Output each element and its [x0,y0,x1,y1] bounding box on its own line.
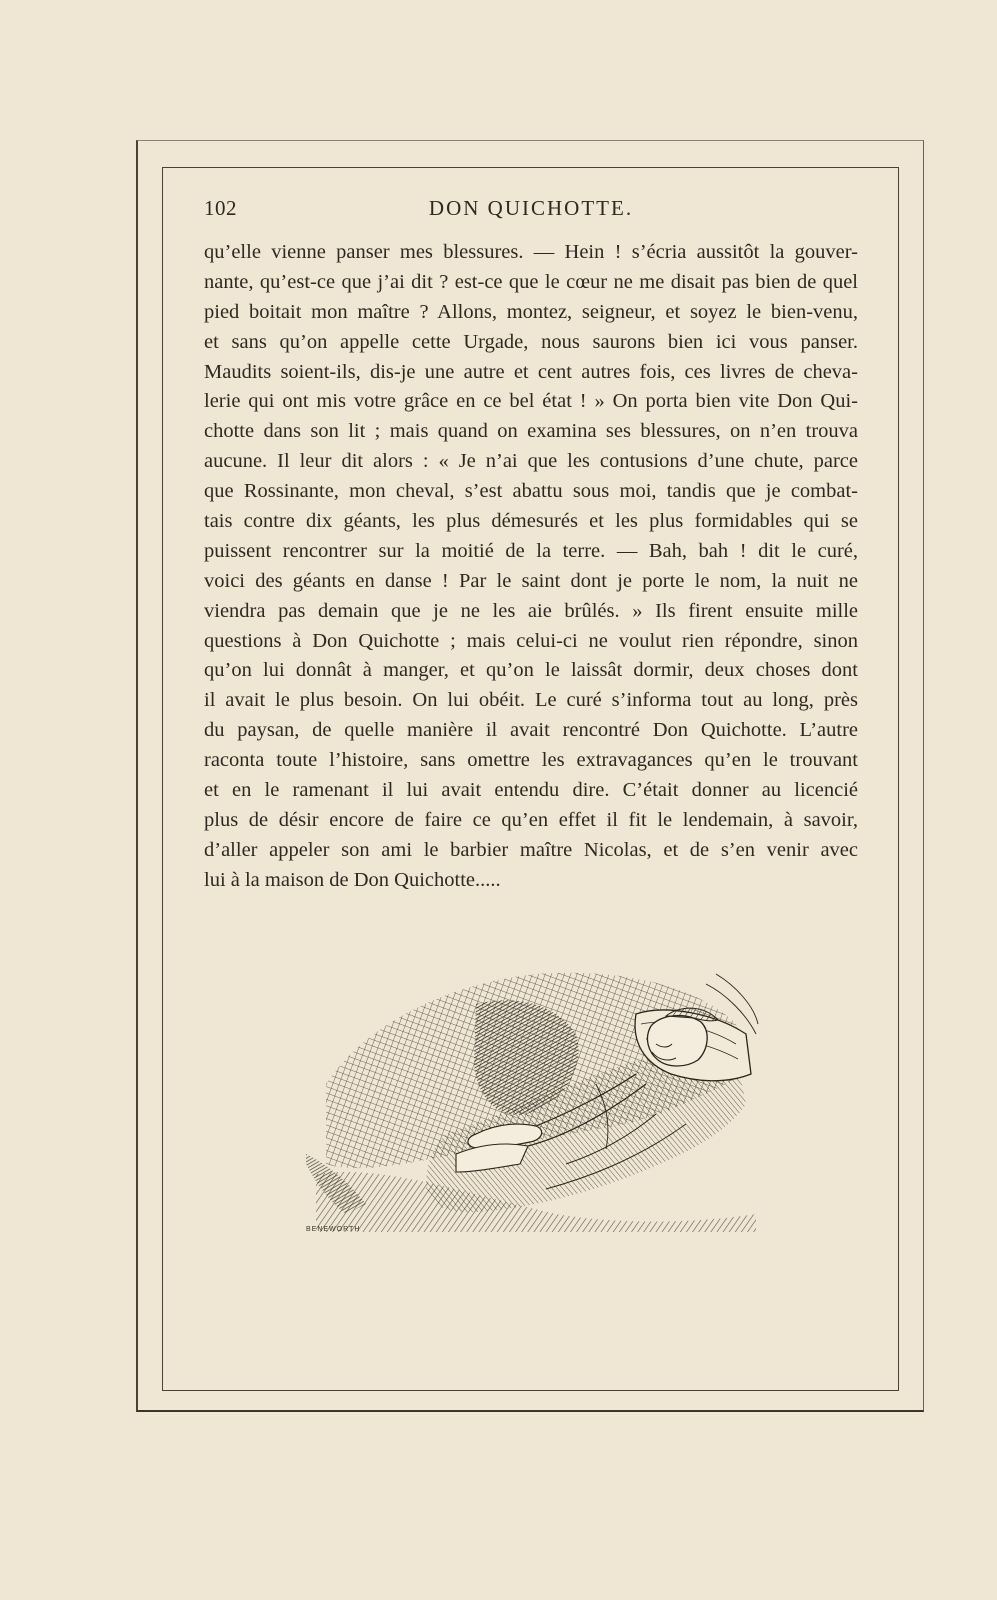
body-line: et sans qu’on appelle cette Urgade, nous saurons bien ici vous panser. [204,330,858,353]
body-line: que Rossinante, mon cheval, s’est abattu sous moi, tandis que je combat- [204,480,858,503]
body-line: aucune. Il leur dit alors : « Je n’ai que les contusions d’une chute, parce [204,450,858,473]
body-line: raconta toute l’histoire, sans omettre les extravagances qu’en le trouvant [204,749,858,772]
body-line: tais contre dix géants, les plus démesurés et les plus formidables qui se [204,510,858,533]
body-line: lui à la maison de Don Quichotte..... [204,868,501,891]
body-line: il avait le plus besoin. On lui obéit. Le curé s’informa tout au long, près [204,689,858,712]
body-line: nante, qu’est-ce que j’ai dit ? est-ce que le cœur ne me disait pas bien de quel [204,270,858,293]
body-line: d’aller appeler son ami le barbier maître Nicolas, et de s’en venir avec [204,838,858,861]
body-text [204,238,858,896]
running-head [204,196,858,224]
body-line: voici des géants en danse ! Par le saint dont je porte le nom, la nuit ne [204,569,858,592]
body-line: plus de désir encore de faire ce qu’en effet il fit le lendemain, à savoir, [204,808,858,831]
book-title: DON QUICHOTTE. [428,196,634,220]
body-line: qu’elle vienne panser mes blessures. — Hein ! s’écria aussitôt la gouver- [204,241,858,263]
page-number: 102 [204,196,237,220]
body-line: questions à Don Quichotte ; mais celui-ci ne voulut rien répondre, sinon [204,629,858,652]
body-line: lerie qui ont mis votre grâce en ce bel état ! » On porta bien vite Don Qui- [204,390,858,413]
body-line: viendra pas demain que je ne les aie brûlés. » Ils firent ensuite mille [204,599,858,622]
body-line: pied boitait mon maître ? Allons, montez, seigneur, et soyez le bien-venu, [204,300,858,323]
body-line: Maudits soient-ils, dis-je une autre et cent autres fois, ces livres de cheva- [204,360,858,383]
engraver-signature: BENEWORTH [306,1226,361,1233]
body-line: qu’on lui donnât à manger, et qu’on le laissât dormir, deux choses dont [204,659,858,682]
body-line: et en le ramenant il lui avait entendu dire. C’était donner au licencié [204,779,858,802]
body-line: du paysan, de quelle manière il avait rencontré Don Quichotte. L’autre [204,719,858,742]
engraving-illustration [306,964,759,1232]
body-line: puissent rencontrer sur la moitié de la terre. — Bah, bah ! dit le curé, [204,539,858,562]
body-line: chotte dans son lit ; mais quand on examina ses blessures, on n’en trouva [204,420,858,443]
